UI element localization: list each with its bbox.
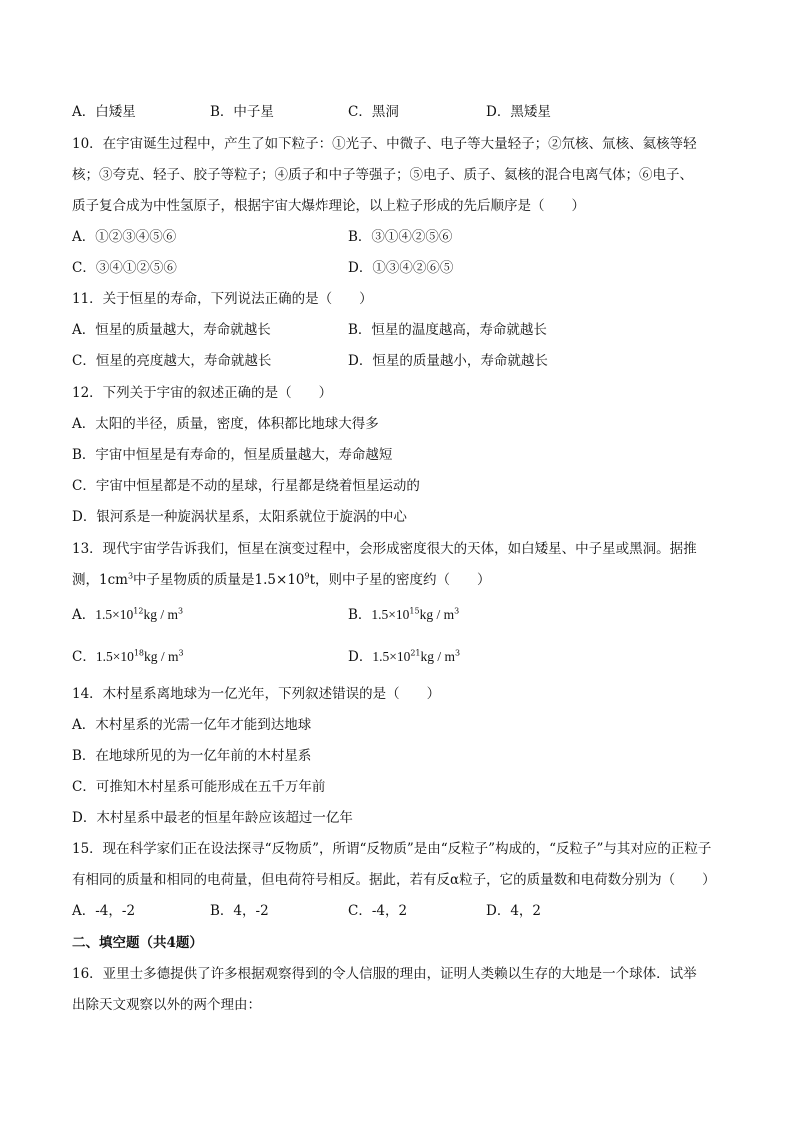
- q14-option-a: A．木村星系的光需一亿年才能到达地球: [72, 717, 312, 733]
- q13-text-b: 中子星物质的质量是1.5×10: [133, 572, 305, 588]
- q13-option-a-unit-exp: 3: [177, 606, 184, 616]
- q11-option-a: A．恒星的质量越大，寿命就越长: [72, 322, 271, 338]
- section-title-fill-in: 二、填空题（共4题）: [72, 935, 203, 951]
- q13-option-a-unit: kg / m: [143, 607, 178, 622]
- q9-option-b: B．中子星: [210, 104, 274, 120]
- q9-option-d: D．黑矮星: [486, 104, 551, 120]
- q11-stem: 11．关于恒星的寿命，下列说法正确的是（ ）: [72, 291, 373, 307]
- q13-option-b: [348, 607, 459, 624]
- q13-text-c: t，则中子星的密度约（ ）: [309, 572, 491, 588]
- q15-option-c: C．-4，2: [348, 903, 408, 919]
- q13-option-a: [72, 607, 183, 624]
- q13-option-d-unit: kg / m: [420, 649, 456, 664]
- q10-option-a: A．①②③④⑤⑥: [72, 229, 177, 245]
- q13-text-a: 测，1cm: [72, 572, 128, 588]
- q11-option-c: C．恒星的亮度越大，寿命就越长: [72, 353, 272, 369]
- q14-option-b: B．在地球所见的为一亿年前的木村星系: [72, 748, 312, 764]
- q14-option-c: C．可推知木村星系可能形成在五千万年前: [72, 779, 326, 795]
- q13-sup-b: 9: [304, 571, 310, 581]
- q10-stem-line2: 核；③夸克、轻子、胶子等粒子；④质子和中子等强子；⑤电子、质子、氦核的混合电离气体；⑥电子、: [72, 167, 693, 183]
- q13-option-d-exp: 21: [410, 648, 421, 658]
- q12-option-d: D．银河系是一种旋涡状星系，太阳系就位于旋涡的中心: [72, 509, 407, 525]
- q16-stem-line1: 16．亚里士多德提供了许多根据观察得到的令人信服的理由，证明人类赖以生存的大地是一个球体．试举: [72, 966, 697, 982]
- q13-option-c-exp: 18: [133, 648, 145, 658]
- q13-option-d-unit-exp: 3: [455, 648, 461, 658]
- q13-option-b-unit: kg / m: [419, 607, 455, 622]
- q10-option-b: B．③①④②⑤⑥: [348, 229, 453, 245]
- q12-option-a: A．太阳的半径，质量，密度，体积都比地球大得多: [72, 416, 379, 432]
- q13-option-c-label: C．: [72, 649, 96, 665]
- q16-stem-line2: 出除天文观察以外的两个理由：: [72, 997, 261, 1013]
- q13-option-b-unit-exp: 3: [454, 606, 460, 616]
- q13-option-d-mantissa: 1.5×10: [372, 649, 411, 664]
- q9-option-c: C．黑洞: [348, 104, 399, 120]
- q10-option-d: D．①③④②⑥⑤: [348, 260, 454, 276]
- q11-option-b: B．恒星的温度越高，寿命就越长: [348, 322, 547, 338]
- q13-stem-line1: 13．现代宇宙学告诉我们，恒星在演变过程中，会形成密度很大的天体，如白矮星、中子星或黑洞。据推: [72, 541, 697, 557]
- q14-option-d: D．木村星系中最老的恒星年龄应该超过一亿年: [72, 810, 353, 826]
- q13-option-b-mantissa: 1.5×10: [371, 607, 410, 622]
- q13-option-b-label: B．: [348, 607, 372, 623]
- q10-stem-line1: 10．在宇宙诞生过程中，产生了如下粒子：①光子、中微子、电子等大量轻子；②氘核、氚核、氦核等轻: [72, 136, 697, 152]
- q13-stem-line2: [72, 572, 734, 589]
- q15-option-a: A．-4，-2: [72, 903, 136, 919]
- q13-option-c: [72, 649, 184, 666]
- q15-stem-line2: 有相同的质量和相同的电荷量，但电荷符号相反。据此，若有反α粒子，它的质量数和电荷数分别为（ ）: [72, 872, 716, 888]
- q9-option-a: A．白矮星: [72, 104, 136, 120]
- q13-option-c-unit: kg / m: [144, 649, 179, 664]
- q11-option-d: D．恒星的质量越小，寿命就越长: [348, 353, 548, 369]
- q13-option-a-exp: 12: [133, 606, 144, 616]
- q15-option-d: D．4，2: [486, 903, 542, 919]
- q13-option-a-label: A．: [72, 607, 96, 623]
- q15-option-b: B．4，-2: [210, 903, 269, 919]
- q14-stem: 14．木村星系离地球为一亿光年，下列叙述错误的是（ ）: [72, 686, 441, 702]
- q13-sup-a: 3: [127, 571, 134, 581]
- q13-option-c-unit-exp: 3: [178, 648, 184, 658]
- q13-option-b-exp: 15: [409, 606, 420, 616]
- q13-option-d: [348, 649, 460, 666]
- q10-stem-line3: 质子复合成为中性氢原子，根据宇宙大爆炸理论，以上粒子形成的先后顺序是（ ）: [72, 198, 585, 214]
- q13-option-c-mantissa: 1.5×10: [95, 649, 134, 664]
- q15-stem-line1: 15．现在科学家们正在设法探寻“反物质”，所谓“反物质”是由“反粒子”构成的，“反粒子”与其对应的正粒子: [72, 841, 712, 857]
- q10-option-c: C．③④①②⑤⑥: [72, 260, 177, 276]
- q12-option-b: B．宇宙中恒星是有寿命的，恒星质量越大，寿命越短: [72, 447, 393, 463]
- q12-stem: 12．下列关于宇宙的叙述正确的是（ ）: [72, 385, 333, 401]
- q12-option-c: C．宇宙中恒星都是不动的星球，行星都是绕着恒星运动的: [72, 478, 420, 494]
- q13-option-a-mantissa: 1.5×10: [95, 607, 134, 622]
- q13-option-d-label: D．: [348, 649, 373, 665]
